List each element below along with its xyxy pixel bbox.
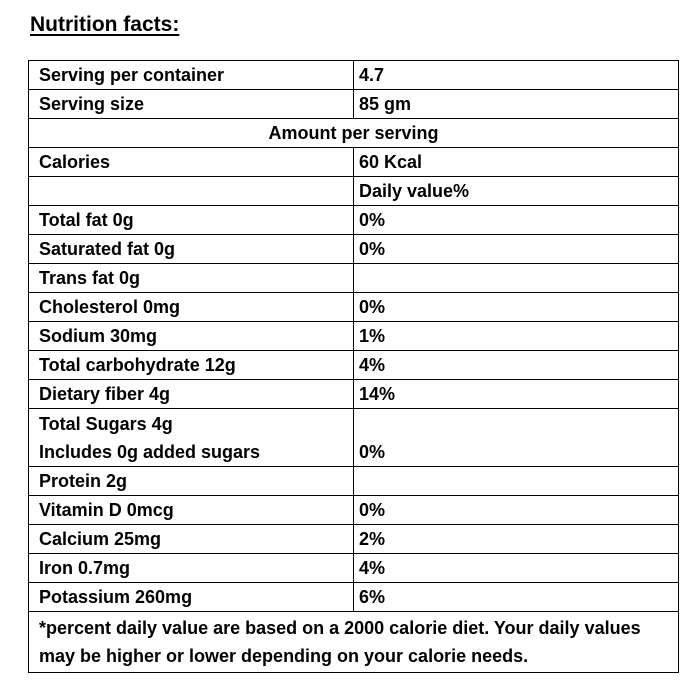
table-row [29,148,679,177]
mineral-value: 4% [354,554,679,583]
nutrient-label: Saturated fat 0g [29,235,354,264]
table-row [29,525,679,554]
total-sugars-label: Total Sugars 4g [39,413,173,434]
table-row [29,322,679,351]
nutrient-value: 4% [354,351,679,380]
nutrient-label: Cholesterol 0mg [29,293,354,322]
nutrient-value: 14% [354,380,679,409]
nutrition-facts-table [28,60,679,673]
nutrient-label: Sodium 30mg [29,322,354,351]
table-row [29,61,679,90]
daily-value-header: Daily value% [354,177,679,206]
mineral-label: Iron 0.7mg [29,554,354,583]
calories-label: Calories [29,148,354,177]
calories-value: 60 Kcal [354,148,679,177]
mineral-label: Calcium 25mg [29,525,354,554]
nutrient-label: Total fat 0g [29,206,354,235]
protein-value [354,467,679,496]
mineral-label: Potassium 260mg [29,583,354,612]
serving-size-label: Serving size [29,90,354,119]
footnote: *percent daily value are based on a 2000 calorie diet. Your daily values may be higher or lower depending on your calorie needs. [29,612,679,673]
nutrient-label: Dietary fiber 4g [29,380,354,409]
table-row [29,554,679,583]
table-row [29,206,679,235]
table-row [29,496,679,525]
protein-label: Protein 2g [29,467,354,496]
amount-per-serving-header: Amount per serving [29,119,679,148]
table-row [29,119,679,148]
page-title: Nutrition facts: [30,13,180,36]
table-row [29,409,679,467]
table-row [29,90,679,119]
added-sugars-label: Includes 0g added sugars [39,441,261,462]
mineral-value: 0% [354,496,679,525]
serving-per-container-value: 4.7 [354,61,679,90]
nutrient-value: 0% [354,235,679,264]
nutrient-value: 0% [354,206,679,235]
table-row [29,467,679,496]
empty-cell [29,177,354,206]
table-row [29,177,679,206]
table-row [29,264,679,293]
nutrient-value: 1% [354,322,679,351]
table-row [29,612,679,673]
mineral-label: Vitamin D 0mcg [29,496,354,525]
table-row [29,583,679,612]
table-row [29,235,679,264]
nutrient-value: 0% [354,293,679,322]
sugars-label [29,409,354,467]
serving-per-container-label: Serving per container [29,61,354,90]
table-row [29,380,679,409]
nutrient-label: Total carbohydrate 12g [29,351,354,380]
sugars-value: 0% [354,409,679,467]
mineral-value: 2% [354,525,679,554]
table-row [29,293,679,322]
nutrient-value [354,264,679,293]
nutrient-label: Trans fat 0g [29,264,354,293]
table-row [29,351,679,380]
mineral-value: 6% [354,583,679,612]
serving-size-value: 85 gm [354,90,679,119]
